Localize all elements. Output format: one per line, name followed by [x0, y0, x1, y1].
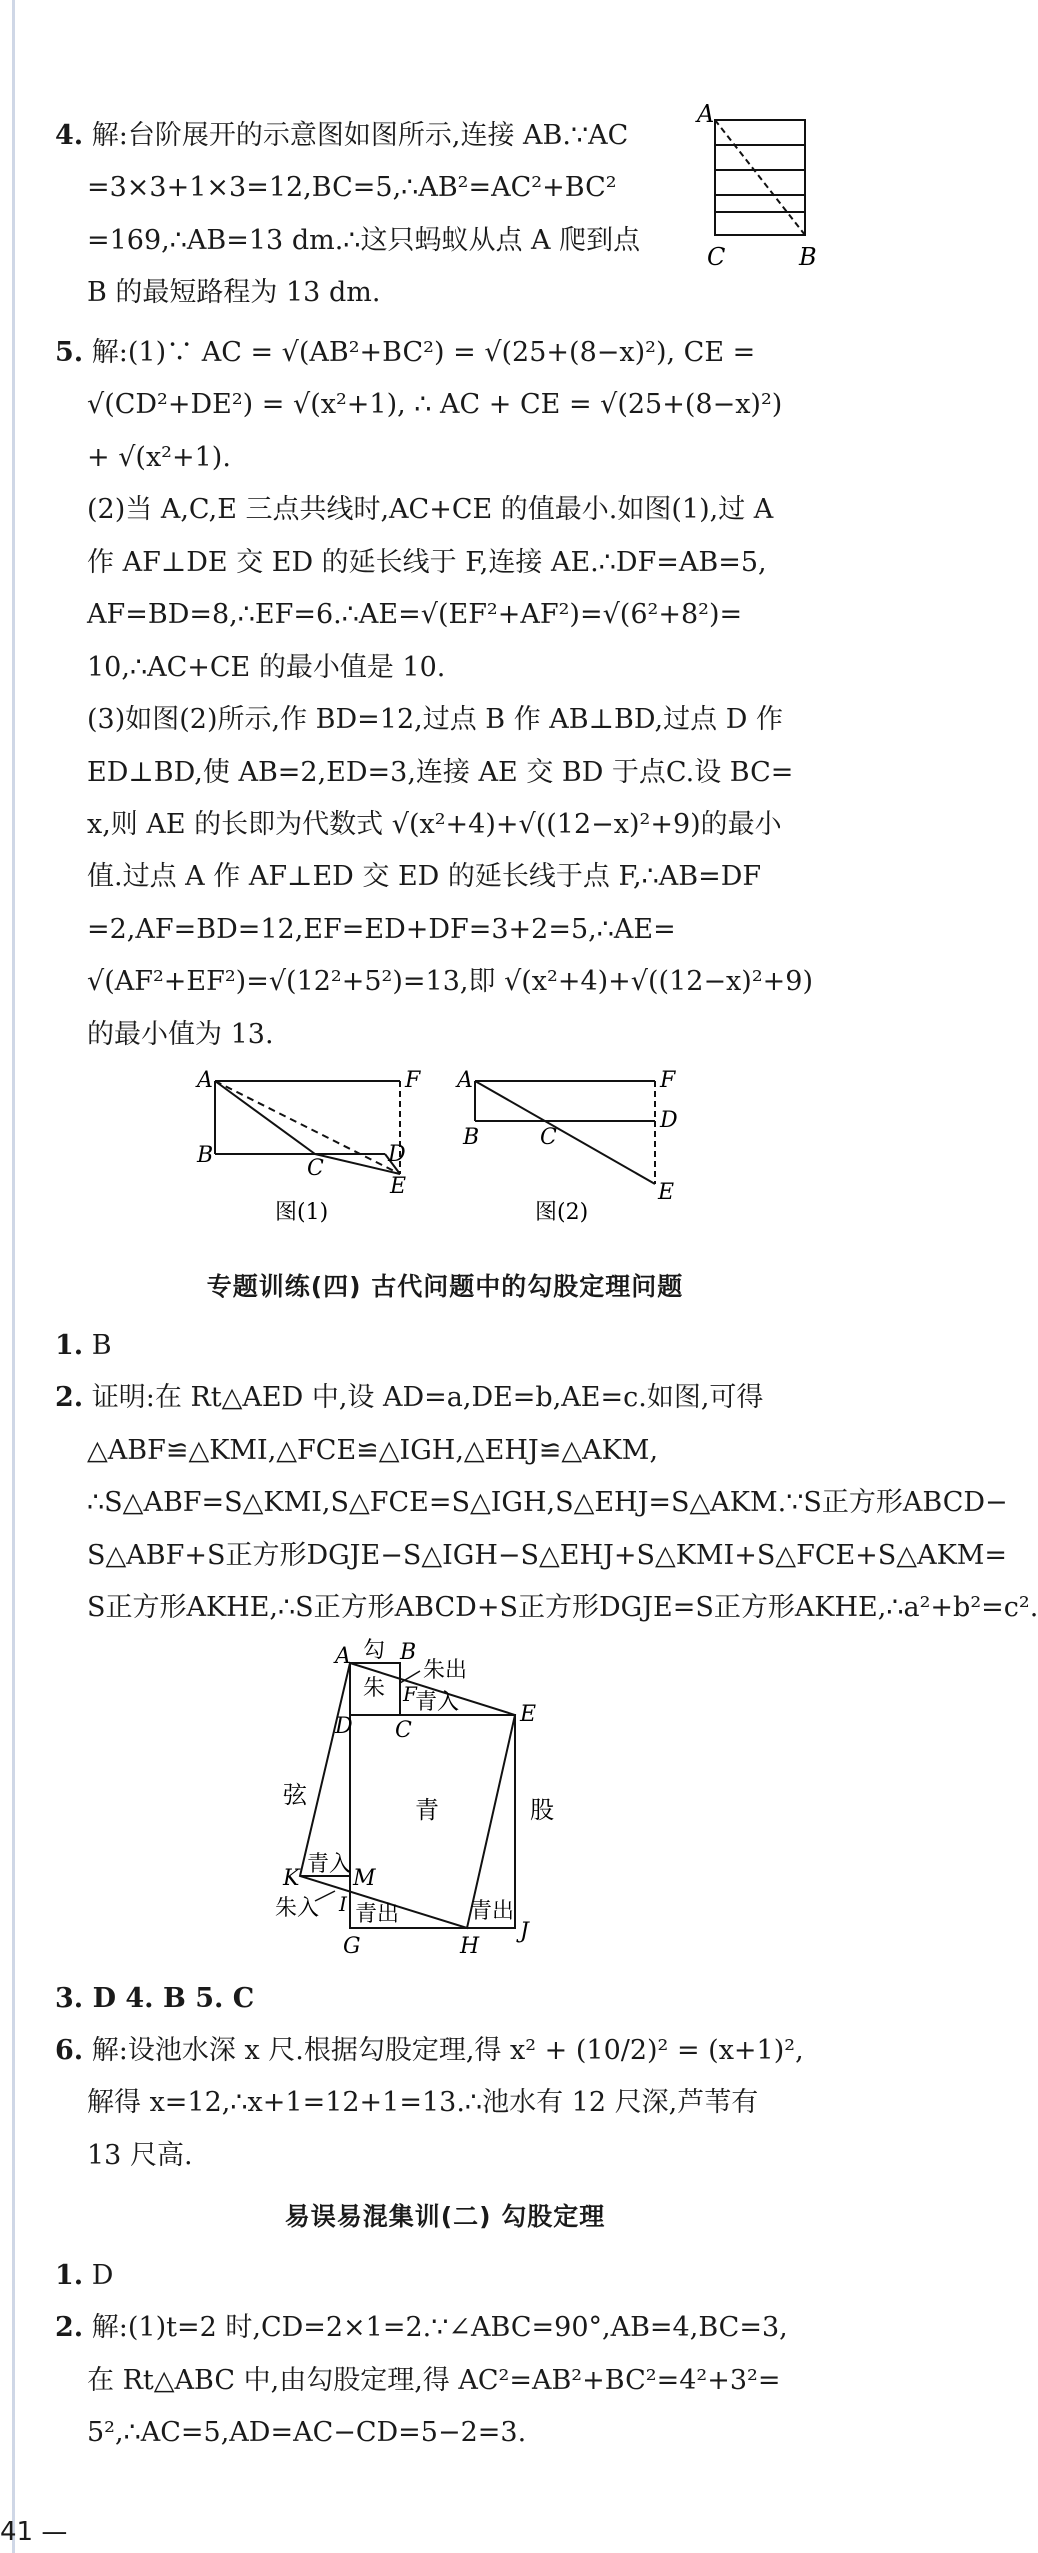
fig2-label-e: E — [658, 1180, 675, 1206]
q5-figure-1 — [195, 1069, 425, 1244]
s2q2-line-2: 在 Rt△ABC 中,由勾股定理,得 AC²=AB²+BC²=4²+3²= — [87, 2364, 781, 2396]
section2-answers — [55, 2258, 835, 2452]
qz-label-e: E — [520, 1701, 537, 1727]
s1q2-line-4: S△ABF+S正方形DGJE−S△IGH−S△EHJ+S△KMI+S△FCE+S△AKM= — [87, 1539, 1008, 1571]
qz-label-f: F — [403, 1681, 417, 1706]
fig2-caption: 图(2) — [535, 1200, 589, 1226]
fig2-label-f: F — [660, 1068, 676, 1094]
qz-label-qingchu-left: 青出 — [355, 1901, 400, 1927]
q4-line-4: B 的最短路程为 13 dm. — [87, 277, 381, 309]
s1q2-number: 2. — [55, 1382, 84, 1414]
s1q2-line-5: S正方形AKHE,∴S正方形ABCD+S正方形DGJE=S正方形AKHE,∴a²+b²=c². — [87, 1592, 1038, 1624]
q5-line-13: √(AF²+EF²)=√(12²+5²)=13,即 √(x²+4)+√((12−x)²+9) — [87, 966, 813, 998]
qz-label-i: I — [339, 1891, 347, 1916]
qz-label-zhuchu: 朱出 — [423, 1657, 468, 1683]
qz-label-zhu: 朱 — [363, 1675, 386, 1701]
q5-line-7: 10,∴AC+CE 的最小值是 10. — [87, 651, 446, 683]
fig2-label-b: B — [463, 1125, 480, 1151]
q5-line-10: x,则 AE 的长即为代数式 √(x²+4)+√((12−x)²+9)的最小 — [87, 808, 782, 840]
fig2-label-d: D — [660, 1108, 678, 1134]
q5-number: 5. — [55, 337, 84, 368]
qz-label-gou: 勾 — [363, 1637, 386, 1663]
qz-label-gu: 股 — [530, 1795, 554, 1824]
fig1-label-f: F — [405, 1068, 421, 1094]
q5-line-3: + √(x²+1). — [87, 441, 231, 473]
q5-line-12: =2,AF=BD=12,EF=ED+DF=3+2=5,∴AE= — [87, 913, 676, 945]
s1q2-line-1: 证明:在 Rt△AED 中,设 AD=a,DE=b,AE=c.如图,可得 — [91, 1382, 764, 1414]
fig1-label-b: B — [197, 1143, 214, 1169]
qz-label-xian: 弦 — [283, 1780, 307, 1809]
q5-line-4: (2)当 A,C,E 三点共线时,AC+CE 的值最小.如图(1),过 A — [87, 494, 774, 526]
qz-label-g: G — [343, 1933, 361, 1959]
s1q6-line-1: 解:设池水深 x 尺.根据勾股定理,得 x² + (10/2)² = (x+1)², — [91, 2034, 804, 2066]
q4-label-b: B — [799, 243, 817, 271]
q5-line-8: (3)如图(2)所示,作 BD=12,过点 B 作 AB⊥BD,过点 D 作 — [87, 704, 783, 736]
q5-line-9: ED⊥BD,使 AB=2,ED=3,连接 AE 交 BD 于点C.设 BC= — [87, 756, 794, 788]
fig1-label-e: E — [390, 1174, 407, 1200]
fig1-label-d: D — [388, 1142, 406, 1168]
q5-line-2: √(CD²+DE²) = √(x²+1), ∴ AC + CE = √(25+(8−x)²) — [87, 389, 783, 421]
q5-figures — [55, 1069, 835, 1244]
qz-label-d: D — [335, 1713, 353, 1739]
s1q2-line-3: ∴S△ABF=S△KMI,S△FCE=S△IGH,S△EHJ=S△AKM.∵S正方形ABCD− — [87, 1487, 1008, 1519]
page-number: 41 — — [0, 2517, 68, 2547]
fig1-caption: 图(1) — [275, 1200, 329, 1226]
q5-line-6: AF=BD=8,∴EF=6.∴AE=√(EF²+AF²)=√(6²+8²)= — [87, 599, 743, 631]
s2q1-answer: D — [91, 2260, 114, 2291]
s2q1-number: 1. — [55, 2260, 84, 2291]
q5-line-11: 值.过点 A 作 AF⊥ED 交 ED 的延长线于点 F,∴AB=DF — [87, 861, 762, 893]
qz-label-k: K — [283, 1865, 300, 1891]
qz-label-a: A — [335, 1643, 351, 1669]
fig2-label-c: C — [540, 1125, 557, 1151]
q4-number: 4. — [55, 120, 84, 151]
qz-label-h: H — [460, 1933, 480, 1959]
q4-label-a: A — [697, 100, 715, 128]
s2q2-line-3: 5²,∴AC=5,AD=AC−CD=5−2=3. — [87, 2417, 527, 2449]
fig1-label-c: C — [307, 1156, 324, 1182]
page-margin-rule — [12, 0, 15, 2553]
qingzhu-diagram — [255, 1637, 615, 1973]
s1q3-5-answers: 3. D 4. B 5. C — [55, 1982, 255, 2014]
s1q6-number: 6. — [55, 2034, 84, 2066]
section-heading-ancient-problems: 专题训练(四) 古代问题中的勾股定理问题 — [206, 1272, 684, 1302]
qz-label-m: M — [353, 1865, 376, 1891]
s1q1-number: 1. — [55, 1329, 84, 1361]
q4-line-3: =169,∴AB=13 dm.∴这只蚂蚁从点 A 爬到点 — [87, 224, 641, 256]
q4-line-1: 解:台阶展开的示意图如图所示,连接 AB.∵AC — [91, 120, 629, 151]
q4-staircase-diagram — [695, 100, 835, 275]
s2q2-number: 2. — [55, 2312, 84, 2344]
fig1-label-a: A — [197, 1068, 213, 1094]
question-5 — [55, 335, 835, 1244]
s1q6-line-3: 13 尺高. — [87, 2139, 193, 2171]
answer-page — [55, 100, 1038, 2468]
q4-line-2: =3×3+1×3=12,BC=5,∴AB²=AC²+BC² — [87, 172, 617, 204]
q5-line-14: 的最小值为 13. — [87, 1018, 274, 1050]
question-4 — [55, 100, 835, 323]
q5-figure-2 — [455, 1069, 685, 1244]
s1q1-answer: B — [91, 1329, 112, 1361]
q5-line-5: 作 AF⊥DE 交 ED 的延长线于 F,连接 AE.∴DF=AB=5, — [87, 546, 767, 578]
fig2-label-a: A — [457, 1068, 473, 1094]
s1q6-line-2: 解得 x=12,∴x+1=12+1=13.∴池水有 12 尺深,芦苇有 — [87, 2087, 759, 2119]
q5-line-1: 解:(1)∵ AC = √(AB²+BC²) = √(25+(8−x)²), CE = — [91, 337, 756, 368]
qingzhu-diagram-wrap — [55, 1637, 835, 1973]
qz-label-zhuru: 朱入 — [275, 1895, 320, 1921]
qz-label-b: B — [400, 1639, 417, 1665]
qz-label-c: C — [395, 1717, 412, 1743]
q4-label-c: C — [707, 243, 726, 271]
qz-label-qingru-top: 青入 — [415, 1689, 460, 1715]
qz-label-qingchu-right: 青出 — [470, 1898, 515, 1924]
s1q2-line-2: △ABF≌△KMI,△FCE≌△IGH,△EHJ≌△AKM, — [87, 1434, 659, 1466]
qz-label-qingru-left: 青入 — [307, 1851, 352, 1877]
section1-answers — [55, 1328, 1038, 2174]
qz-label-j: J — [520, 1918, 529, 1944]
qz-label-qing: 青 — [415, 1795, 439, 1824]
section-heading-error-prone: 易误易混集训(二) 勾股定理 — [284, 2202, 606, 2232]
s2q2-line-1: 解:(1)t=2 时,CD=2×1=2.∵∠ABC=90°,AB=4,BC=3, — [91, 2312, 788, 2344]
